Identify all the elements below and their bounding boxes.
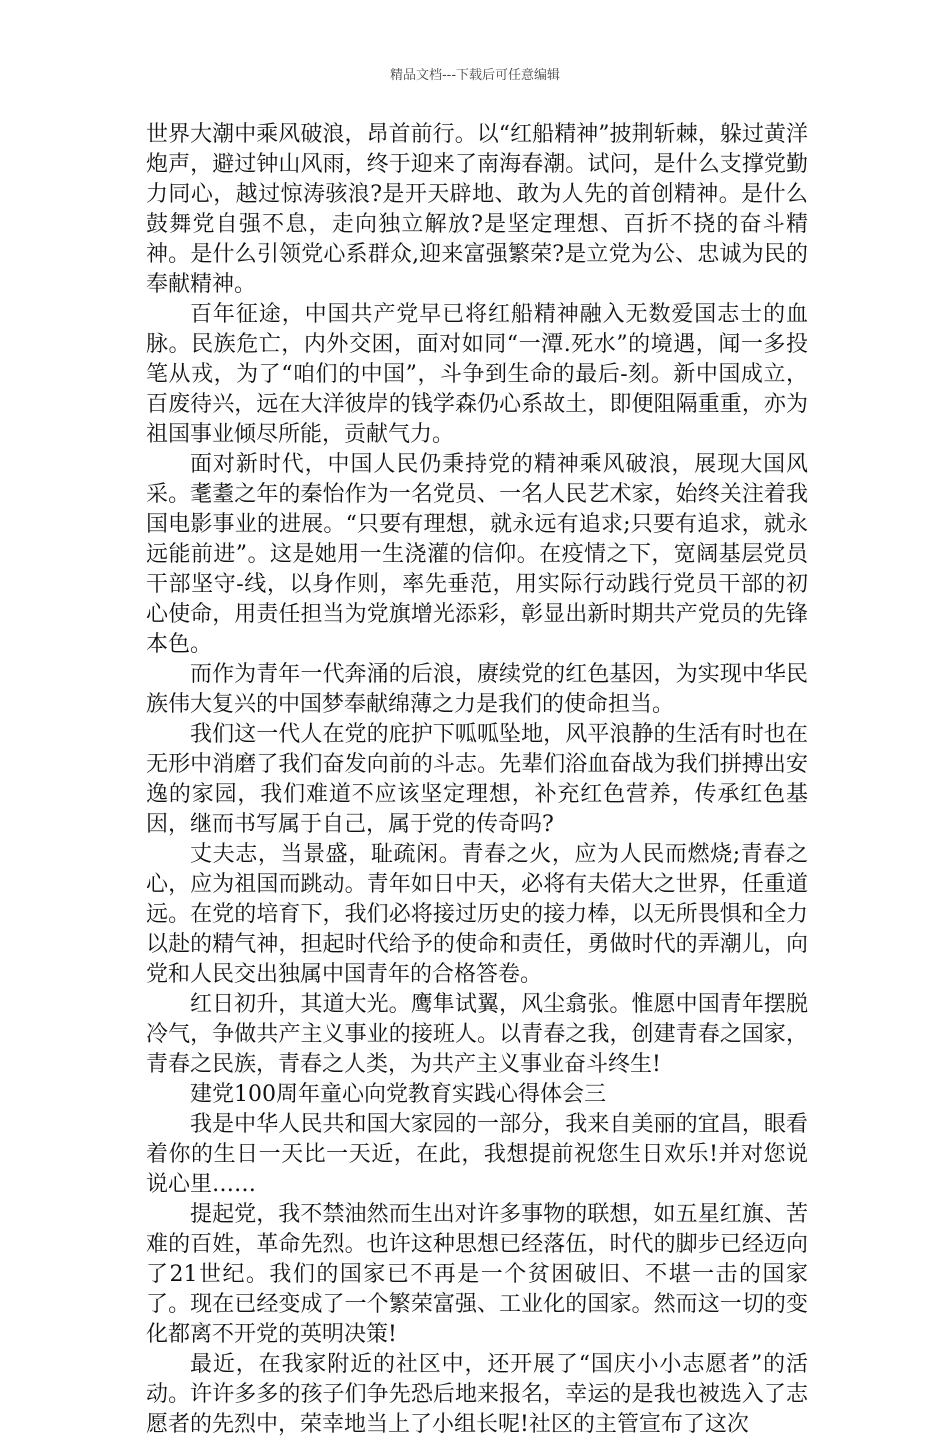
paragraph-10: 最近，在我家附近的社区中，还开展了“国庆小小志愿者”的活动。许许多多的孩子们争先恐后地来报名，幸运的是我也被选入了志愿者的先烈中，荣幸地当上了小组长呢!社区的主管宣布了这次 xyxy=(146,1352,808,1437)
document-body xyxy=(146,120,808,1440)
paragraph-9: 提起党，我不禁油然而生出对许多事物的联想，如五星红旗、苦难的百姓，革命先烈。也许这种思想已经落伍，时代的脚步已经迈向了21世纪。我们的国家已不再是一个贫困破旧、不堪一击的国家了。现在已经变成了一个繁荣富强、工业化的国家。然而这一切的变化都离不开党的英明决策! xyxy=(146,1202,808,1347)
paragraph-7: 红日初升，其道大光。鹰隼试翼，风尘翕张。惟愿中国青年摆脱冷气，争做共产主义事业的接班人。以青春之我，创建青春之国家，青春之民族，青春之人类，为共产主义事业奋斗终生! xyxy=(146,992,808,1077)
paragraph-2: 百年征途，中国共产党早已将红船精神融入无数爱国志士的血脉。民族危亡，内外交困，面对如同“一潭.死水”的境遇，闻一多投笔从戎，为了“咱们的中国”，斗争到生命的最后-刻。新中国成立，百废待兴，远在大洋彼岸的钱学森仍心系故土，即便阻隔重重，亦为祖国事业倾尽所能，贡献气力。 xyxy=(146,302,808,447)
paragraph-8: 我是中华人民共和国大家园的一部分，我来自美丽的宜昌，眼看着你的生日一天比一天近，在此，我想提前祝您生日欢乐!并对您说说心里…… xyxy=(146,1112,808,1197)
paragraph-4: 而作为青年一代奔涌的后浪，赓续党的红色基因，为实现中华民族伟大复兴的中国梦奉献绵薄之力是我们的使命担当。 xyxy=(146,662,808,717)
paragraph-6: 丈夫志，当景盛，耻疏闲。青春之火，应为人民而燃烧;青春之心，应为祖国而跳动。青年如日中天，必将有夫偌大之世界，任重道远。在党的培育下，我们必将接过历史的接力棒，以无所畏惧和全力以赴的精气神，担起时代给予的使命和责任，勇做时代的弄潮儿，向党和人民交出独属中国青年的合格答卷。 xyxy=(146,842,808,987)
section-heading: 建党100周年童心向党教育实践心得体会三 xyxy=(190,1082,606,1107)
page-header: 精品文档---下载后可任意编辑 xyxy=(389,68,561,83)
paragraph-3: 面对新时代，中国人民仍秉持党的精神乘风破浪，展现大国风采。耄耋之年的秦怡作为一名党员、一名人民艺术家，始终关注着我国电影事业的进展。“只要有理想，就永远有追求;只要有追求，就永远能前进”。这是她用一生浇灌的信仰。在疫情之下，宽阔基层党员干部坚守-线，以身作则，率先垂范，用实际行动践行党员干部的初心使命，用责任担当为党旗增光添彩，彰显出新时期共产党员的先锋本色。 xyxy=(146,452,808,657)
paragraph-1: 世界大潮中乘风破浪，昂首前行。以“红船精神”披荆斩棘，躲过黄洋炮声，避过钟山风雨，终于迎来了南海春潮。试问，是什么支撑党勤力同心，越过惊涛骇浪?是开天辟地、敢为人先的首创精神。是什么鼓舞党自强不息，走向独立解放?是坚定理想、百折不挠的奋斗精神。是什么引领党心系群众,迎来富强繁荣?是立党为公、忠诚为民的奉献精神。 xyxy=(146,122,808,297)
paragraph-5: 我们这一代人在党的庇护下呱呱坠地，风平浪静的生活有时也在无形中消磨了我们奋发向前的斗志。先辈们浴血奋战为我们拼搏出安逸的家园，我们难道不应该坚定理想，补充红色营养，传承红色基因，继而书写属于自己，属于党的传奇吗? xyxy=(146,722,808,837)
